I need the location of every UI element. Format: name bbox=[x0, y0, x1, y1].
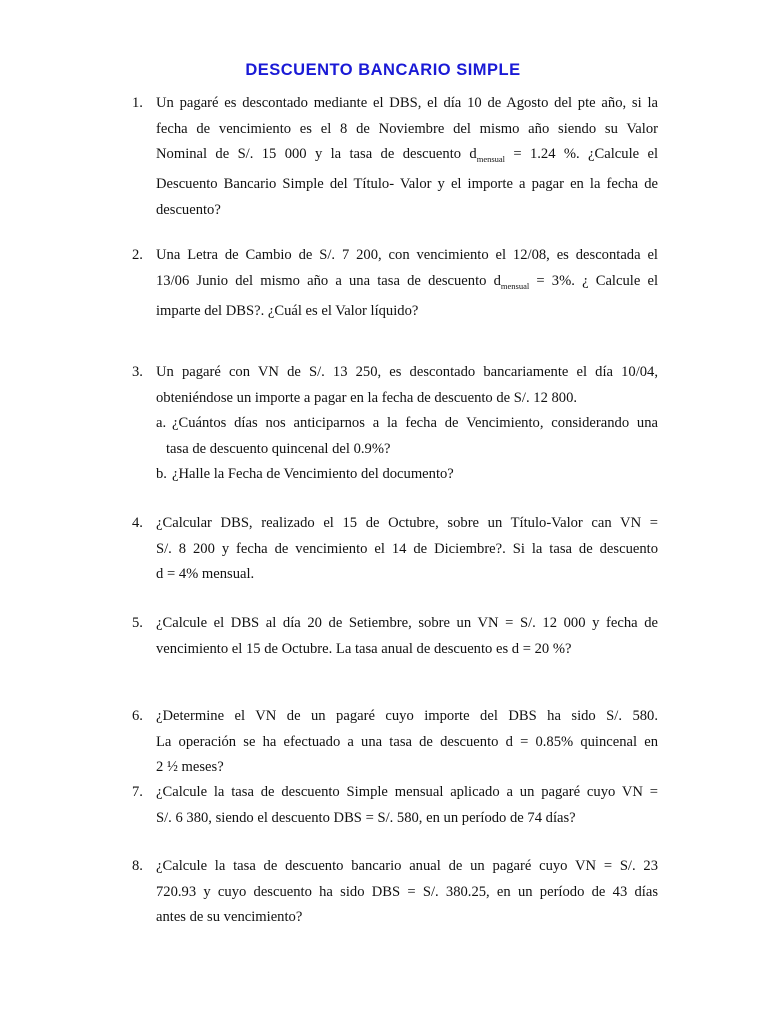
problem-number: 3. bbox=[132, 364, 143, 380]
problem-text: ¿Calcule el DBS al día 20 de Setiembre, sobre un VN = S/. 12 000 y fecha de vencimiento el 15 de Octubre. La tasa anual de descuento es d = 20 %? bbox=[156, 615, 658, 657]
problem-text: Un pagaré es descontado mediante el DBS, el día 10 de Agosto del pte año, si la fecha de vencimiento es el 8 de Noviembre del mismo año siendo su Valor Nominal de S/. 15 000 y la tasa de descuento $d_{mensual} = 1.24$ %. ¿Calcule el Descuento Bancario Simple del Título- Valor y el importe a pagar en la fecha de descuento? bbox=[156, 95, 658, 218]
problem-text: ¿Determine el VN de un pagaré cuyo importe del DBS ha sido S/. 580. La operación se ha efectuado a una tasa de descuento d = 0.85% quincenal en 2 ½ meses? bbox=[156, 708, 658, 775]
problem-text: ¿Calcular DBS, realizado el 15 de Octubre, sobre un Título-Valor can VN = S/. 8 200 y fecha de vencimiento el 14 de Diciembre?. Si la tasa de descuento d = 4% mensual. bbox=[156, 515, 658, 582]
subscript: mensual bbox=[476, 153, 506, 164]
problem-text: ¿Calcule la tasa de descuento Simple mensual aplicado a un pagaré cuyo VN = S/. 6 380, siendo el descuento DBS = S/. 580, en un período de 74 días? bbox=[156, 784, 658, 826]
problem-number: 8. bbox=[132, 858, 143, 874]
document-title: DESCUENTO BANCARIO SIMPLE bbox=[245, 61, 521, 79]
problem-number: 1. bbox=[132, 95, 143, 111]
problem-text: ¿Calcule la tasa de descuento bancario anual de un pagaré cuyo VN = S/. 23 720.93 y cuyo descuento ha sido DBS = S/. 380.25, en un período de 43 días antes de su vencimiento? bbox=[156, 858, 658, 925]
problem-text: Una Letra de Cambio de S/. 7 200, con vencimiento el 12/08, es descontada el 13/06 Junio del mismo año a una tasa de descuento $d_{mensual} = 3\%$. ¿ Calcule el imparte del DBS?. ¿Cuál es el Valor líquido? bbox=[156, 247, 658, 319]
problem-number: 6. bbox=[132, 708, 143, 724]
problem-number: 4. bbox=[132, 515, 143, 531]
problem-3-subitem-a: a. ¿Cuántos días nos anticiparnos a la fecha de Vencimiento, considerando una tasa de descuento quincenal del 0.9%? bbox=[156, 415, 658, 457]
subscript: mensual bbox=[500, 280, 530, 291]
problem-number: 7. bbox=[132, 784, 143, 800]
problem-3-subitem-b: b. ¿Halle la Fecha de Vencimiento del documento? bbox=[156, 466, 454, 482]
problem-text: Un pagaré con VN de S/. 13 250, es descontado bancariamente el día 10/04, obteniéndose un importe a pagar en la fecha de descuento de S/. 12 800. bbox=[156, 364, 658, 406]
problem-number: 2. bbox=[132, 247, 143, 263]
problem-number: 5. bbox=[132, 615, 143, 631]
